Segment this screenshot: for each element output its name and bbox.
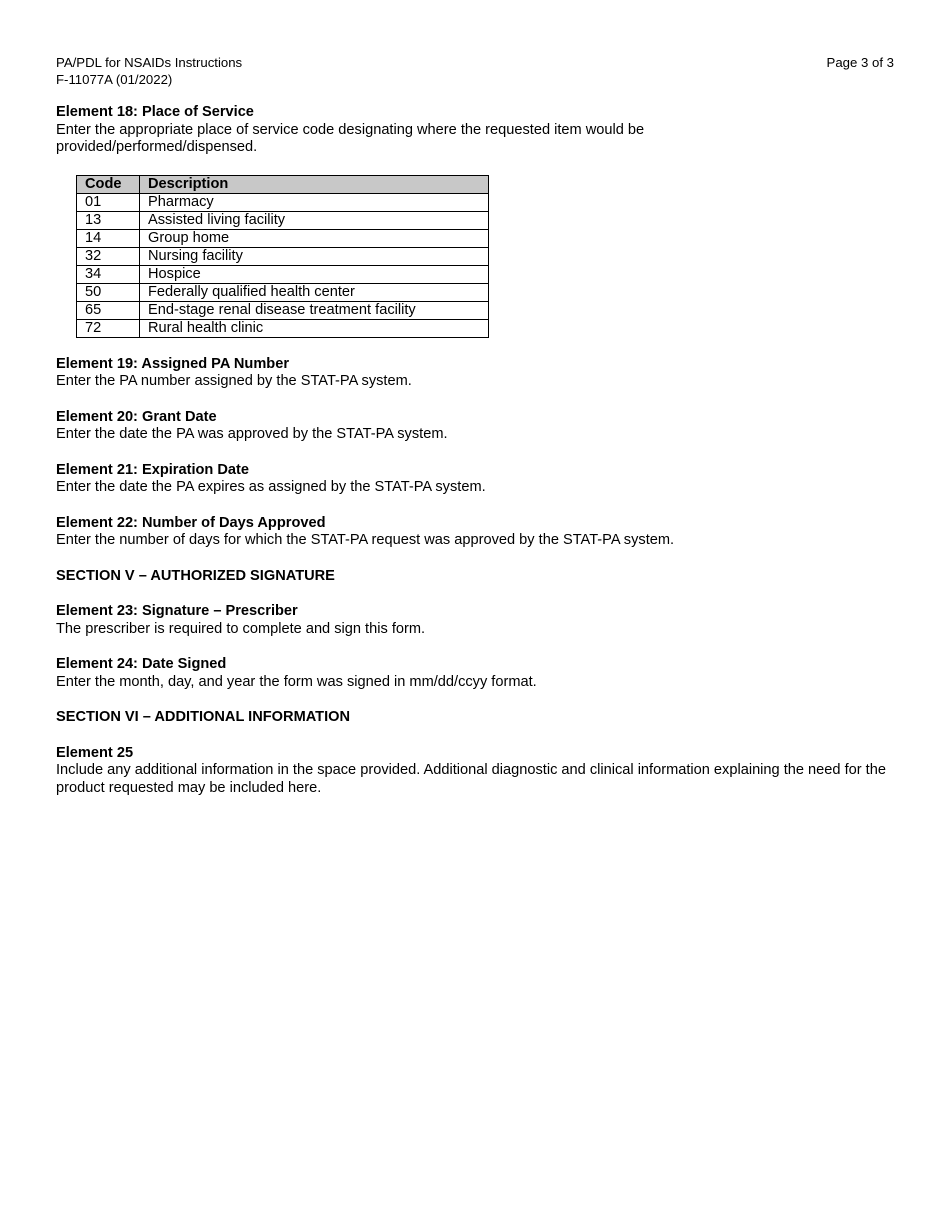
- element-18-title: Element 18: Place of Service: [56, 104, 254, 120]
- element-18-text: Enter the appropriate place of service code designating where the requested item would be provided/performed/dispensed.: [56, 121, 645, 155]
- element-24-block: [56, 656, 896, 691]
- page-header-left: [56, 55, 242, 88]
- cell-code: 14: [77, 229, 140, 247]
- table-header-row: [77, 175, 489, 193]
- element-19-title: Element 19: Assigned PA Number: [56, 355, 290, 372]
- cell-code: 32: [77, 247, 140, 265]
- element-23-block: [56, 603, 896, 638]
- column-header-code: Code: [77, 175, 140, 193]
- cell-description: Assisted living facility: [140, 211, 489, 229]
- table-row: [77, 247, 489, 265]
- element-22-block: [56, 515, 896, 550]
- cell-description: Nursing facility: [140, 247, 489, 265]
- element-25-title: Element 25: [56, 744, 134, 761]
- cell-description: Federally qualified health center: [140, 283, 489, 301]
- element-19-block: [56, 356, 896, 391]
- doc-title: PA/PDL for NSAIDs Instructions: [56, 55, 243, 70]
- element-21-text: Enter the date the PA expires as assigned by the STAT-PA system.: [56, 479, 486, 495]
- element-25-block: [56, 745, 896, 798]
- form-number: F-11077A (01/2022): [56, 71, 173, 87]
- element-21-title: Element 21: Expiration Date: [56, 461, 250, 478]
- element-23-title: Element 23: Signature – Prescriber: [56, 603, 298, 619]
- place-of-service-table: [76, 175, 489, 338]
- cell-code: 65: [77, 301, 140, 319]
- cell-description: Rural health clinic: [140, 319, 489, 337]
- table-row: [77, 319, 489, 337]
- element-23-text: The prescriber is required to complete and sign this form.: [56, 620, 426, 637]
- element-21-block: [56, 462, 896, 497]
- cell-description: Hospice: [140, 265, 489, 283]
- element-24-text: Enter the month, day, and year the form was signed in mm/dd/ccyy format.: [56, 673, 537, 690]
- cell-description: End-stage renal disease treatment facility: [140, 301, 489, 319]
- table-row: [77, 193, 489, 211]
- section-v-block: [56, 568, 896, 586]
- element-20-block: [56, 409, 896, 444]
- element-18-block: [56, 104, 896, 157]
- table-row: [77, 301, 489, 319]
- element-20-title: Element 20: Grant Date: [56, 408, 217, 425]
- cell-description: Group home: [140, 229, 489, 247]
- table-row: [77, 229, 489, 247]
- cell-description: Pharmacy: [140, 193, 489, 211]
- element-22-text: Enter the number of days for which the STAT-PA request was approved by the STAT-PA system.: [56, 532, 675, 548]
- element-24-title: Element 24: Date Signed: [56, 656, 227, 672]
- table-row: [77, 265, 489, 283]
- element-20-text: Enter the date the PA was approved by the STAT-PA system.: [56, 426, 448, 442]
- element-22-title: Element 22: Number of Days Approved: [56, 514, 326, 531]
- table-row: [77, 283, 489, 301]
- cell-code: 72: [77, 319, 140, 337]
- cell-code: 34: [77, 265, 140, 283]
- page-number: Page 3 of 3: [826, 55, 894, 70]
- document-body: [56, 104, 896, 815]
- section-v-heading: SECTION V – AUTHORIZED SIGNATURE: [56, 567, 335, 584]
- section-vi-heading: SECTION VI – ADDITIONAL INFORMATION: [56, 709, 351, 725]
- table-row: [77, 211, 489, 229]
- column-header-description: Description: [140, 175, 489, 193]
- element-25-text: Include any additional information in the space provided. Additional diagnostic and clinical information explaining the need for the product requested may be included here.: [56, 762, 886, 796]
- section-vi-block: [56, 709, 896, 727]
- cell-code: 13: [77, 211, 140, 229]
- cell-code: 50: [77, 283, 140, 301]
- cell-code: 01: [77, 193, 140, 211]
- element-19-text: Enter the PA number assigned by the STAT-PA system.: [56, 373, 412, 389]
